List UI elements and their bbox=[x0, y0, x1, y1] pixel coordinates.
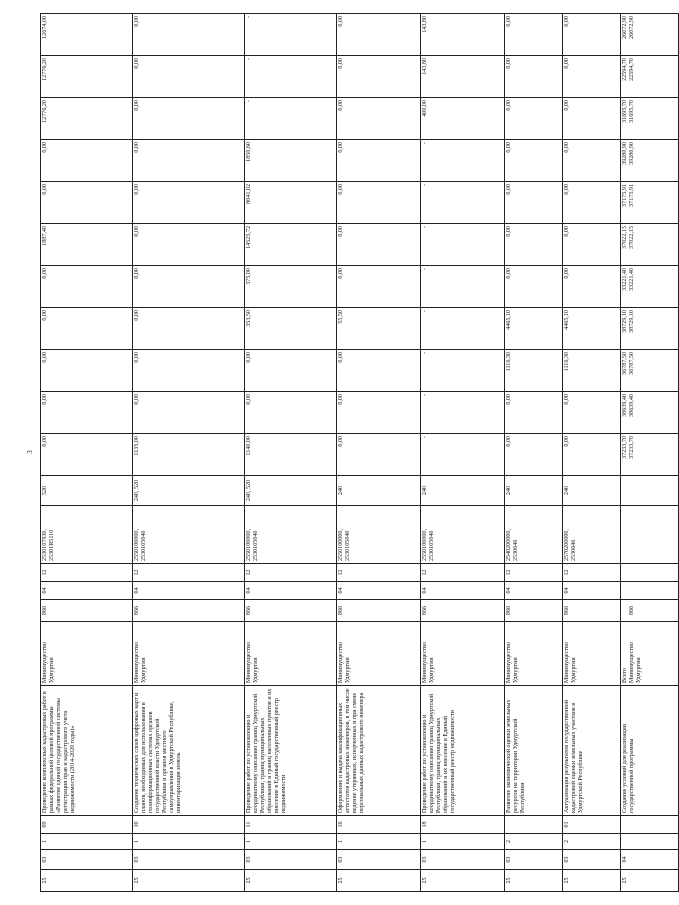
amount-cell: 0,00 bbox=[133, 266, 245, 308]
amount-cell: 33221,40 33221,40 bbox=[621, 266, 679, 308]
amount-cell: 0,00 bbox=[563, 98, 621, 140]
subsection-cell bbox=[621, 564, 679, 582]
amount-cell: 1140,00 bbox=[245, 434, 337, 476]
item-name-cell: Проведение комплексных кадастровых работ в рамках федеральной целевой программы «Развитие единой государственной системы регистрации прав и кадастрового учета недвижимости (2014-2020 годы)» bbox=[41, 686, 133, 816]
amount-cell: 0,00 bbox=[505, 434, 563, 476]
subsection-cell: 12 bbox=[563, 564, 621, 582]
subsection-cell: 12 bbox=[337, 564, 421, 582]
table-row bbox=[41, 14, 133, 892]
amount-cell: 0,00 bbox=[133, 308, 245, 350]
code-cell: 09 bbox=[41, 816, 133, 834]
amount-cell: 400,00 bbox=[421, 98, 505, 140]
amount-cell: 0,00 bbox=[133, 98, 245, 140]
code-cell: 03 bbox=[563, 850, 621, 870]
item-name-cell: Актуализация результатов государственной кадастровой оценки земельных участков в Удмуртской Республике bbox=[563, 686, 621, 816]
amount-cell: 0,00 bbox=[563, 434, 621, 476]
grbs-cell: 866 bbox=[337, 600, 421, 622]
amount-cell: 0,00 bbox=[41, 182, 133, 224]
code-cell: 18 bbox=[421, 816, 505, 834]
code-cell: 03 bbox=[337, 850, 421, 870]
amount-cell: 0,00 bbox=[41, 392, 133, 434]
item-name-cell: Оформление и выдача квалификационных аттестатов кадастровых инженеров, в том числе ведение утерянных, испорченных и при смене персональных данных кадастрового инженера bbox=[337, 686, 421, 816]
code-cell: 25 bbox=[337, 870, 421, 892]
target-article-cell: 2530107930, 25301R5110 bbox=[41, 506, 133, 564]
code-cell: 03 bbox=[505, 850, 563, 870]
amount-cell: - bbox=[421, 350, 505, 392]
executor-cell: Минимущество Удмуртии bbox=[245, 622, 337, 686]
amount-cell: 0,00 bbox=[505, 182, 563, 224]
code-cell bbox=[621, 834, 679, 850]
code-cell: 25 bbox=[621, 870, 679, 892]
amount-cell: 8041,02 bbox=[245, 182, 337, 224]
amount-cell: 0,00 bbox=[337, 266, 421, 308]
table-row bbox=[133, 14, 245, 892]
code-cell: 04 bbox=[621, 850, 679, 870]
amount-cell: 0,00 bbox=[41, 140, 133, 182]
code-cell: 11 bbox=[245, 816, 337, 834]
code-cell: 25 bbox=[245, 870, 337, 892]
amount-cell: 55,50 bbox=[337, 308, 421, 350]
executor-cell: Минимущество Удмуртии bbox=[133, 622, 245, 686]
executor-cell: Минимущество Удмуртии bbox=[337, 622, 421, 686]
section-cell bbox=[621, 582, 679, 600]
amount-cell: 0,00 bbox=[563, 182, 621, 224]
amount-cell: 143,80 bbox=[421, 56, 505, 98]
amount-cell: 1887,40 bbox=[41, 224, 133, 266]
amount-cell: 0,00 bbox=[337, 392, 421, 434]
amount-cell: 12674,00 bbox=[41, 14, 133, 56]
subsection-cell: 12 bbox=[133, 564, 245, 582]
amount-cell: 0,00 bbox=[337, 350, 421, 392]
executor-cell: Минимущество Удмуртии bbox=[421, 622, 505, 686]
amount-cell: 0,00 bbox=[41, 350, 133, 392]
expense-type-cell: 520 bbox=[41, 476, 133, 506]
amount-cell: 0,00 bbox=[133, 140, 245, 182]
amount-cell: 0,00 bbox=[505, 56, 563, 98]
amount-cell: 12776,20 bbox=[41, 98, 133, 140]
expense-type-cell: 240 bbox=[505, 476, 563, 506]
amount-cell: 353,50 bbox=[245, 308, 337, 350]
amount-cell: 4465,10 bbox=[563, 308, 621, 350]
amount-cell: - bbox=[421, 182, 505, 224]
table-row bbox=[421, 14, 505, 892]
section-cell: 04 bbox=[245, 582, 337, 600]
amount-cell: - bbox=[421, 308, 505, 350]
amount-cell: 0,00 bbox=[133, 14, 245, 56]
amount-cell: 0,00 bbox=[505, 140, 563, 182]
amount-cell: 22594,70 22594,70 bbox=[621, 56, 679, 98]
grbs-cell: 866 bbox=[133, 600, 245, 622]
item-name-cell: Развитие экономической оценки земельных ресурсов на территории Удмуртской Республики bbox=[505, 686, 563, 816]
amount-cell: 1116,30 bbox=[505, 350, 563, 392]
amount-cell: 0,00 bbox=[41, 266, 133, 308]
amount-cell: - bbox=[245, 14, 337, 56]
target-article-cell: 2550100000, 2530105040 bbox=[421, 506, 505, 564]
code-cell: 1 bbox=[41, 834, 133, 850]
amount-cell: 1135,00 bbox=[133, 434, 245, 476]
section-cell: 04 bbox=[337, 582, 421, 600]
code-cell: 25 bbox=[133, 870, 245, 892]
amount-cell: 31695,70 31695,70 bbox=[621, 98, 679, 140]
amount-cell: 0,00 bbox=[41, 434, 133, 476]
amount-cell: 0,00 bbox=[337, 224, 421, 266]
amount-cell: 12776,20 bbox=[41, 56, 133, 98]
amount-cell: - bbox=[421, 224, 505, 266]
amount-cell: 4465,10 bbox=[505, 308, 563, 350]
amount-cell: - bbox=[245, 98, 337, 140]
table-row bbox=[563, 14, 621, 892]
page-number: 3 bbox=[25, 450, 34, 454]
code-cell: 03 bbox=[133, 850, 245, 870]
amount-cell: 37175,91 37175,91 bbox=[621, 182, 679, 224]
code-cell: 03 bbox=[421, 850, 505, 870]
target-article-cell: 2550100000, 2530105040 bbox=[337, 506, 421, 564]
amount-cell: 36787,50 36787,50 bbox=[621, 350, 679, 392]
amount-cell: - bbox=[421, 392, 505, 434]
amount-cell: 0,00 bbox=[505, 14, 563, 56]
amount-cell: 0,00 bbox=[245, 392, 337, 434]
code-cell bbox=[505, 816, 563, 834]
section-cell: 04 bbox=[133, 582, 245, 600]
code-cell: 10 bbox=[133, 816, 245, 834]
amount-cell: 0,00 bbox=[41, 308, 133, 350]
amount-cell: - bbox=[421, 140, 505, 182]
amount-cell: 38729,10 38729,10 bbox=[621, 308, 679, 350]
target-article-cell: 2550100000, 2530105040 bbox=[245, 506, 337, 564]
executor-cell: Минимущество Удмуртии bbox=[505, 622, 563, 686]
amount-cell: 0,00 bbox=[133, 392, 245, 434]
amount-cell: 0,00 bbox=[133, 56, 245, 98]
target-article-cell: 2570200000, 2530646 bbox=[563, 506, 621, 564]
grbs-cell: 866 bbox=[41, 600, 133, 622]
amount-cell: 0,00 bbox=[505, 98, 563, 140]
amount-cell: 0,00 bbox=[563, 266, 621, 308]
amount-cell: 0,00 bbox=[337, 182, 421, 224]
amount-cell: 0,00 bbox=[563, 14, 621, 56]
code-cell: 1 bbox=[133, 834, 245, 850]
table-row bbox=[505, 14, 563, 892]
expense-type-cell: 240 bbox=[563, 476, 621, 506]
amount-cell: - bbox=[245, 56, 337, 98]
grbs-cell: 866 bbox=[621, 600, 679, 622]
amount-cell: 0,00 bbox=[245, 350, 337, 392]
section-cell: 04 bbox=[421, 582, 505, 600]
budget-table bbox=[40, 13, 679, 892]
code-cell: 25 bbox=[563, 870, 621, 892]
amount-cell: - bbox=[421, 266, 505, 308]
table-row bbox=[621, 14, 679, 892]
code-cell: 03 bbox=[245, 850, 337, 870]
code-cell: 25 bbox=[41, 870, 133, 892]
amount-cell: 143,80 bbox=[421, 14, 505, 56]
rotated-table-page bbox=[40, 16, 642, 892]
expense-type-cell: 240 bbox=[421, 476, 505, 506]
executor-cell: Всего Минимущество Удмуртии bbox=[621, 622, 679, 686]
subsection-cell: 12 bbox=[41, 564, 133, 582]
amount-cell: 1850,60 bbox=[245, 140, 337, 182]
amount-cell: 1116,30 bbox=[563, 350, 621, 392]
table-row bbox=[337, 14, 421, 892]
code-cell: 1 bbox=[421, 834, 505, 850]
target-article-cell: 2550100000, 2530105040 bbox=[133, 506, 245, 564]
section-cell: 04 bbox=[505, 582, 563, 600]
grbs-cell: 866 bbox=[563, 600, 621, 622]
code-cell: 16 bbox=[337, 816, 421, 834]
amount-cell: 0,00 bbox=[337, 434, 421, 476]
item-name-cell: Создание технических слоев цифровых карт и планов, необходимых для использования в геоинформационных системах органов государственной власти Удмуртской Республики и органов местного самоуправления в Удмуртской Республике, инвентаризация земель bbox=[133, 686, 245, 816]
amount-cell: 26072,90 26072,90 bbox=[621, 14, 679, 56]
amount-cell: 39280,90 39280,90 bbox=[621, 140, 679, 182]
executor-cell: Минимущество Удмуртии bbox=[41, 622, 133, 686]
subsection-cell: 12 bbox=[505, 564, 563, 582]
amount-cell: 0,00 bbox=[563, 392, 621, 434]
item-name-cell: Проведение работ по установлению и координатному описанию границ Удмуртской Республики, границ муниципальных образований и границ населенных пунктов и их внесение в Единый государственный реестр недвижимости bbox=[245, 686, 337, 816]
amount-cell: 0,00 bbox=[337, 56, 421, 98]
amount-cell: 0,00 bbox=[505, 266, 563, 308]
amount-cell: 37233,70 37233,70 bbox=[621, 434, 679, 476]
amount-cell: 0,00 bbox=[133, 182, 245, 224]
amount-cell: 0,00 bbox=[337, 140, 421, 182]
grbs-cell: 866 bbox=[505, 600, 563, 622]
grbs-cell: 866 bbox=[421, 600, 505, 622]
section-cell: 04 bbox=[41, 582, 133, 600]
code-cell: 2 bbox=[563, 834, 621, 850]
subsection-cell: 12 bbox=[245, 564, 337, 582]
code-cell: 25 bbox=[421, 870, 505, 892]
amount-cell: 0,00 bbox=[133, 224, 245, 266]
amount-cell: - bbox=[421, 434, 505, 476]
amount-cell: 0,00 bbox=[133, 350, 245, 392]
code-cell: 1 bbox=[337, 834, 421, 850]
target-article-cell bbox=[621, 506, 679, 564]
code-cell: 1 bbox=[245, 834, 337, 850]
expense-type-cell: 240, 520 bbox=[245, 476, 337, 506]
code-cell: 25 bbox=[505, 870, 563, 892]
amount-cell: 37022,15 37022,15 bbox=[621, 224, 679, 266]
subsection-cell: 12 bbox=[421, 564, 505, 582]
executor-cell: Минимущество Удмуртии bbox=[563, 622, 621, 686]
expense-type-cell: 240, 520 bbox=[133, 476, 245, 506]
code-cell bbox=[621, 816, 679, 834]
amount-cell: 38639,40 38639,40 bbox=[621, 392, 679, 434]
expense-type-cell bbox=[621, 476, 679, 506]
amount-cell: 0,00 bbox=[337, 98, 421, 140]
target-article-cell: 2540200000, 2530646 bbox=[505, 506, 563, 564]
section-cell: 04 bbox=[563, 582, 621, 600]
item-name-cell: Создание условий для реализации государственной программы bbox=[621, 686, 679, 816]
code-cell: 03 bbox=[41, 850, 133, 870]
amount-cell: 14525,72 bbox=[245, 224, 337, 266]
item-name-cell: Проведение работ по установлению и координатному описанию границ Удмуртской Республики, границ муниципальных образований и их внесение в Единый государственный реестр недвижимости bbox=[421, 686, 505, 816]
code-cell: 01 bbox=[563, 816, 621, 834]
amount-cell: 375,00 bbox=[245, 266, 337, 308]
grbs-cell: 866 bbox=[245, 600, 337, 622]
amount-cell: 0,00 bbox=[563, 140, 621, 182]
table-row bbox=[245, 14, 337, 892]
code-cell: 2 bbox=[505, 834, 563, 850]
amount-cell: 0,00 bbox=[563, 56, 621, 98]
amount-cell: 0,00 bbox=[337, 14, 421, 56]
amount-cell: 0,00 bbox=[505, 224, 563, 266]
amount-cell: 0,00 bbox=[505, 392, 563, 434]
amount-cell: 0,00 bbox=[563, 224, 621, 266]
expense-type-cell: 240 bbox=[337, 476, 421, 506]
